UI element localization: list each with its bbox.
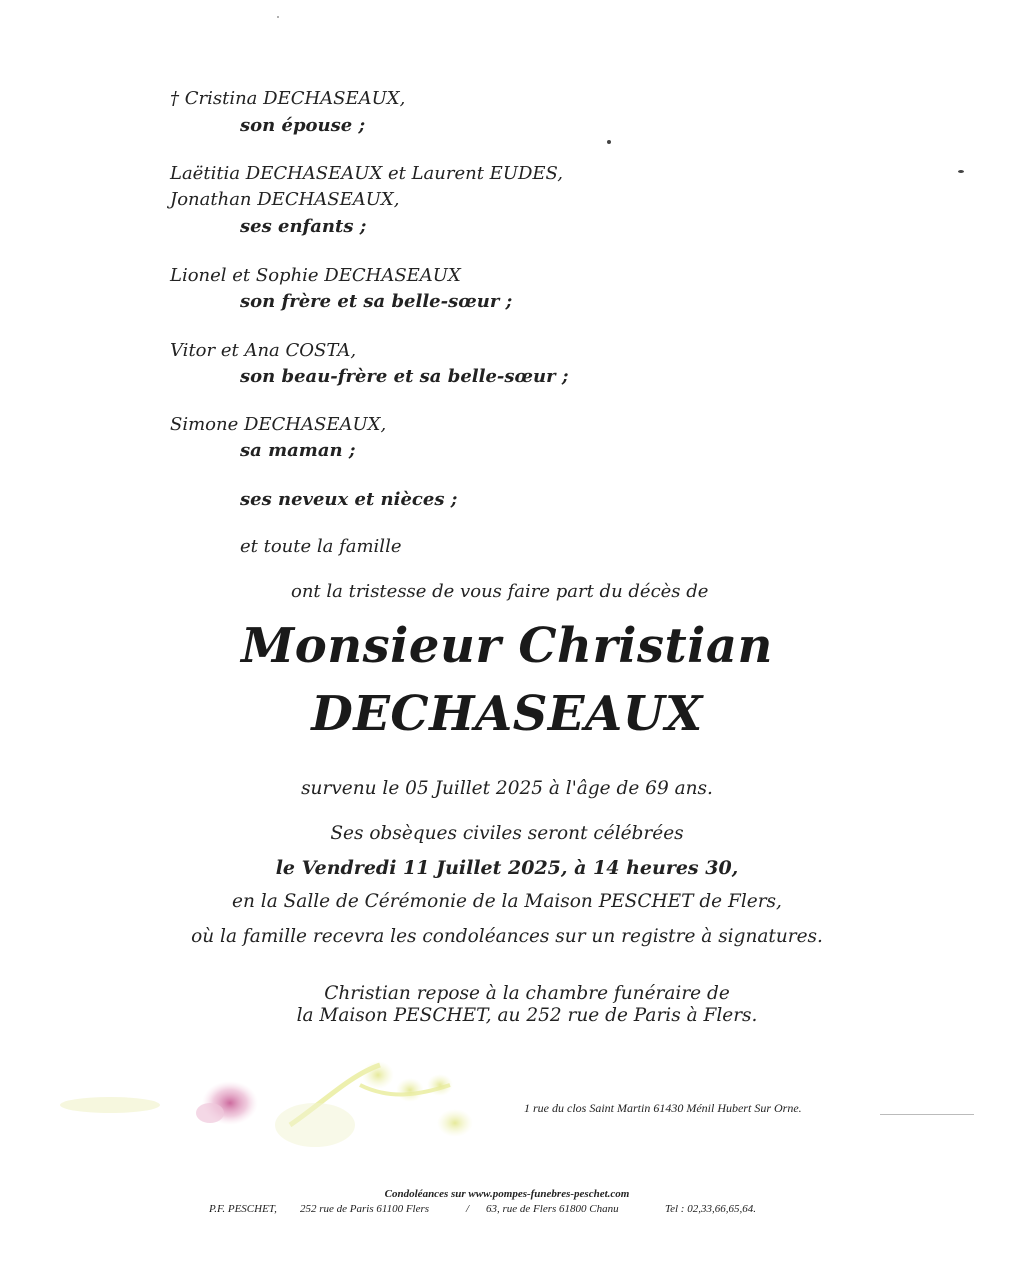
orchid-decoration: [60, 1045, 490, 1155]
children-line-2: Jonathan DECHASEAUX,: [170, 189, 400, 210]
rest-line-1: Christian repose à la chambre funéraire de: [324, 983, 730, 1004]
inlaw-name: Vitor et Ana COSTA,: [170, 340, 357, 361]
spouse-name: † Cristina DECHASEAUX,: [170, 88, 406, 109]
children-line-1: Laëtitia DECHASEAUX et Laurent EUDES,: [170, 163, 563, 184]
whole-family: et toute la famille: [240, 536, 402, 557]
footer-separator: /: [466, 1203, 470, 1215]
footer-address-1: 252 rue de Paris 61100 Flers: [300, 1203, 430, 1215]
ceremony-date: le Vendredi 11 Juillet 2025, à 14 heures 30,: [275, 857, 739, 879]
ceremony-place: en la Salle de Cérémonie de la Maison PESCHET de Flers,: [232, 891, 782, 912]
mother-name: Simone DECHASEAUX,: [170, 414, 387, 435]
footer-condolences-site: Condoléances sur www.pompes-funebres-peschet.com: [384, 1188, 630, 1200]
announcement-intro: ont la tristesse de vous faire part du décès de: [291, 581, 709, 602]
spouse-role: son épouse ;: [240, 115, 366, 136]
ceremony-intro: Ses obsèques civiles seront célébrées: [330, 823, 684, 844]
family-address: 1 rue du clos Saint Martin 61430 Ménil Hubert Sur Orne.: [524, 1101, 802, 1115]
children-role: ses enfants ;: [240, 216, 367, 237]
condolences-note: où la famille recevra les condoléances sur un registre à signatures.: [191, 926, 823, 947]
brother-role: son frère et sa belle-sœur ;: [240, 291, 513, 312]
footer-company: P.F. PESCHET,: [209, 1203, 277, 1215]
rest-line-2: la Maison PESCHET, au 252 rue de Paris à Flers.: [296, 1005, 758, 1026]
address-underline: [880, 1114, 974, 1115]
deceased-name-line-2: DECHASEAUX: [311, 686, 703, 742]
brother-name: Lionel et Sophie DECHASEAUX: [170, 265, 461, 286]
footer-phone: Tel : 02,33,66,65,64.: [665, 1203, 756, 1215]
scan-speck: [277, 16, 279, 18]
deceased-name-line-1: Monsieur Christian: [241, 618, 773, 674]
nephews-role: ses neveux et nièces ;: [240, 489, 458, 510]
scan-speck: [958, 170, 964, 173]
inlaw-role: son beau-frère et sa belle-sœur ;: [240, 366, 569, 387]
death-info: survenu le 05 Juillet 2025 à l'âge de 69 ans.: [301, 778, 713, 799]
footer-address-2: 63, rue de Flers 61800 Chanu: [486, 1203, 619, 1215]
scan-speck: [607, 140, 611, 144]
mother-role: sa maman ;: [240, 440, 356, 461]
